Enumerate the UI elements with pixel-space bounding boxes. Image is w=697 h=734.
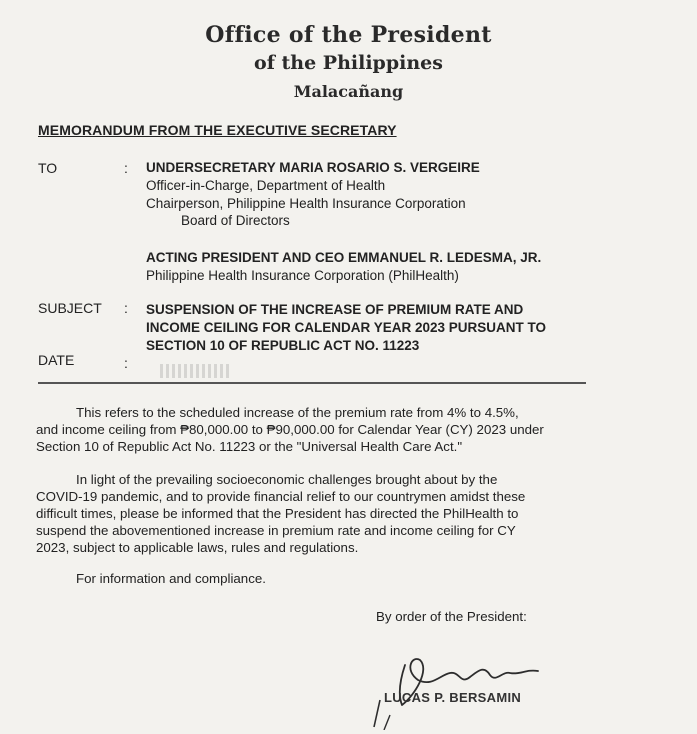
body-p2-line1: In light of the prevailing socioeconomic challenges brought about by the [76,472,498,487]
recipient1-title3: Board of Directors [181,213,290,228]
subject-line2: INCOME CEILING FOR CALENDAR YEAR 2023 PURSUANT TO [146,320,547,335]
separator-rule [38,382,586,384]
date-colon: : [124,355,128,371]
recipient2-name: ACTING PRESIDENT AND CEO EMMANUEL R. LEDESMA, JR. [146,250,542,265]
body-p1-line2: and income ceiling from ₱80,000.00 to ₱90,000.00 for Calendar Year (CY) 2023 under [36,422,544,437]
by-order-line: By order of the President: [376,609,527,624]
subject-colon: : [124,300,128,316]
date-label: DATE [38,352,75,368]
letterhead-country: of the Philippines [254,52,443,74]
recipient2-title: Philippine Health Insurance Corporation (PhilHealth) [146,268,459,283]
letterhead-office: Office of the President [205,22,492,48]
to-colon: : [124,160,128,176]
letterhead-palace: Malacañang [293,82,404,101]
body-p1-line1: This refers to the scheduled increase of the premium rate from 4% to 4.5%, [76,405,519,420]
date-stamp-faded [160,364,232,378]
subject-label: SUBJECT [38,300,102,316]
to-label: TO [38,160,58,176]
recipient1-title2: Chairperson, Philippine Health Insurance Corporation [146,196,466,211]
handwritten-signature [360,635,560,730]
body-p1-line3: Section 10 of Republic Act No. 11223 or the "Universal Health Care Act." [36,439,463,454]
memo-heading: MEMORANDUM FROM THE EXECUTIVE SECRETARY [38,122,397,138]
body-p2-line5: 2023, subject to applicable laws, rules and regulations. [36,540,359,555]
recipient1-title1: Officer-in-Charge, Department of Health [146,178,386,193]
body-p3: For information and compliance. [76,571,266,586]
body-p2-line2: COVID-19 pandemic, and to provide financial relief to our countrymen amidst these [36,489,526,504]
body-p2-line3: difficult times, please be informed that the President has directed the PhilHealth to [36,506,519,521]
subject-line3: SECTION 10 OF REPUBLIC ACT NO. 11223 [146,338,420,353]
recipient1-name: UNDERSECRETARY MARIA ROSARIO S. VERGEIRE [146,160,480,175]
subject-line1: SUSPENSION OF THE INCREASE OF PREMIUM RATE AND [146,302,524,317]
signatory-name: LUCAS P. BERSAMIN [384,690,522,705]
body-p2-line4: suspend the abovementioned increase in premium rate and income ceiling for CY [36,523,516,538]
